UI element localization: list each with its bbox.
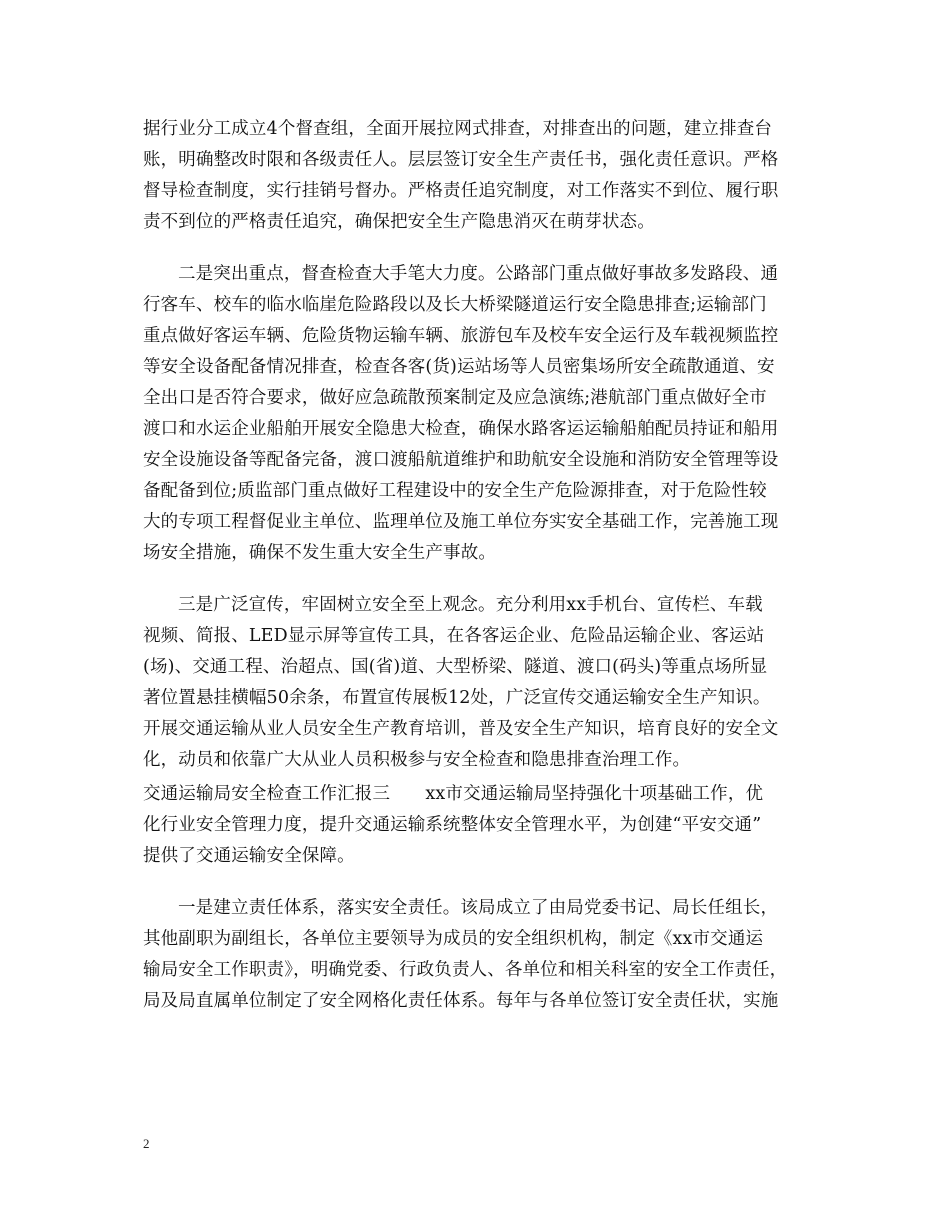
text-line: (场)、交通工程、治超点、国(省)道、大型桥梁、隧道、渡口(码头)等重点场所显 (143, 657, 768, 677)
text-line: 安全设施设备等配备完备，渡口渡船航道维护和助航安全设施和消防安全管理等设 (143, 450, 779, 470)
text-line: 账，明确整改时限和各级责任人。层层签订安全生产责任书，强化责任意识。严格 (143, 150, 779, 170)
text-line: 督导检查制度，实行挂销号督办。严格责任追究制度，对工作落实不到位、履行职 (143, 181, 779, 201)
text-line: 其他副职为副组长，各单位主要领导为成员的安全组织机构，制定《xx市交通运 (143, 929, 764, 949)
text-line: 提供了交通运输安全保障。 (143, 846, 355, 866)
page-number: 2 (143, 1136, 150, 1151)
text-line: 备配备到位;质监部门重点做好工程建设中的安全生产危险源排查，对于危险性较 (143, 481, 767, 501)
text-line: 责不到位的严格责任追究，确保把安全生产隐患消灭在萌芽状态。 (143, 212, 655, 232)
text-line: 场安全措施，确保不发生重大安全生产事故。 (143, 543, 496, 563)
text-line: 二是突出重点，督查检查大手笔大力度。公路部门重点做好事故多发路段、通 (178, 264, 779, 284)
text-line: 行客车、校车的临水临崖危险路段以及长大桥梁隧道运行安全隐患排查;运输部门 (143, 295, 767, 315)
text-line: 化行业安全管理力度，提升交通运输系统整体安全管理水平，为创建“平安交通” (143, 815, 762, 835)
text-line: 大的专项工程督促业主单位、监理单位及施工单位夯实安全基础工作，完善施工现 (143, 512, 779, 532)
text-line: 视频、简报、LED显示屏等宣传工具，在各客运企业、危险品运输企业、客运站 (143, 626, 765, 646)
text-line: 交通运输局安全检查工作汇报三 xx市交通运输局坚持强化十项基础工作，优 (143, 784, 764, 804)
text-line: 三是广泛宣传，牢固树立安全至上观念。充分利用xx手机台、宣传栏、车载 (178, 595, 763, 615)
text-line: 全出口是否符合要求，做好应急疏散预案制定及应急演练;港航部门重点做好全市 (143, 388, 767, 408)
text-line: 重点做好客运车辆、危险货物运输车辆、旅游包车及校车安全运行及车载视频监控 (143, 326, 779, 346)
text-line: 局及局直属单位制定了安全网格化责任体系。每年与各单位签订安全责任状，实施 (143, 991, 779, 1011)
text-line: 输局安全工作职责》，明确党委、行政负责人、各单位和相关科室的安全工作责任， (143, 960, 788, 980)
text-line: 等安全设备配备情况排查，检查各客(货)运站场等人员密集场所安全疏散通道、安 (143, 357, 775, 377)
text-line: 一是建立责任体系，落实安全责任。该局成立了由局党委书记、局长任组长， (178, 898, 779, 918)
text-line: 据行业分工成立4个督查组，全面开展拉网式排查，对排查出的问题，建立排查台 (143, 119, 773, 139)
text-line: 渡口和水运企业船舶开展安全隐患大检查，确保水路客运运输船舶配员持证和船用 (143, 419, 779, 439)
text-line: 开展交通运输从业人员安全生产教育培训，普及安全生产知识，培育良好的安全文 (143, 719, 779, 739)
text-line: 化，动员和依靠广大从业人员积极参与安全检查和隐患排查治理工作。 (143, 750, 691, 770)
text-line: 著位置悬挂横幅50余条，布置宣传展板12处，广泛宣传交通运输安全生产知识。 (143, 688, 771, 708)
